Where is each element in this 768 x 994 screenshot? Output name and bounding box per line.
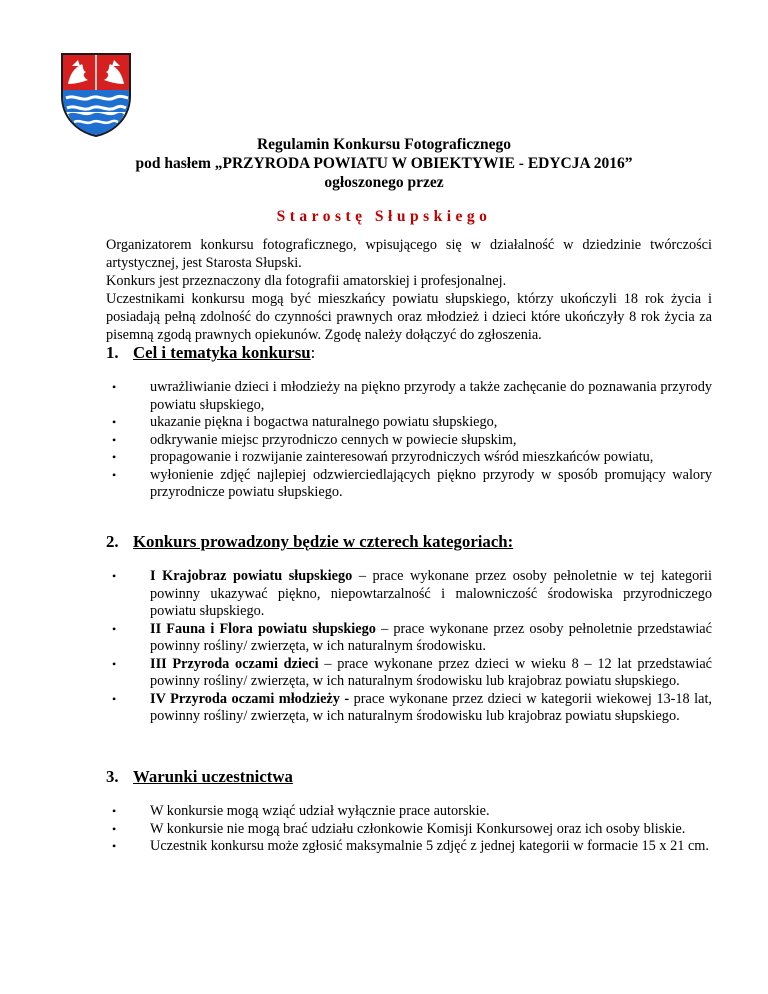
title-line-3: ogłoszonego przez <box>324 174 444 191</box>
section-heading-3 <box>106 767 293 787</box>
list-item <box>108 656 712 691</box>
section-title: Konkurs prowadzony będzie w czterech kategoriach: <box>133 532 514 551</box>
bullet-icon: • <box>112 450 117 464</box>
bullet-icon: • <box>112 432 117 447</box>
section-number: 1. <box>106 343 119 362</box>
category-description: – prace wykonane przez dzieci w wieku 8 – 12 lat przedstawiać powinny rośliny/ zwierzęta, w ich naturalnym środowisku lub krajobraz powiatu słupskiego. <box>150 655 713 689</box>
intro-paragraph: Uczestnikami konkursu mogą być mieszkańcy powiatu słupskiego, którzy ukończyli 18 rok życia i posiadają pełną zdolność do czynności prawnych oraz młodzież i dzieci które ukończyły 8 rok życia za pisemną zgodą prawnych opiekunów. Zgodę należy dołączyć do zgłoszenia. <box>106 291 712 343</box>
list-item <box>108 691 712 726</box>
bullet-icon: • <box>112 691 117 706</box>
starosta-heading: Starostę Słupskiego <box>276 208 492 225</box>
section-title: Warunki uczestnictwa <box>133 767 293 786</box>
bullet-icon: • <box>112 621 117 636</box>
category-description: prace wykonane przez dzieci w kategorii wiekowej 13-18 lat, powinny rośliny/ zwierzęta, w ich naturalnym środowisku lub krajobraz powiatu słupskiego. <box>150 690 713 724</box>
bullet-icon: • <box>112 415 117 429</box>
bullet-icon: • <box>112 656 117 671</box>
list-item: • W konkursie nie mogą brać udziału członkowie Komisji Konkursowej oraz ich osoby bliskie. <box>112 820 686 837</box>
category-name: I Krajobraz powiatu słupskiego <box>150 568 353 584</box>
section-colon: : <box>310 343 316 362</box>
list-item <box>108 568 712 621</box>
category-name: III Przyroda oczami dzieci <box>150 655 319 672</box>
bullet-icon: • <box>112 467 117 482</box>
section-heading-2 <box>106 532 513 552</box>
category-description: – prace wykonane przez osoby pełnoletnie przedstawiać powinny rośliny/ zwierzęta, w ich naturalnym środowisku. <box>150 620 713 654</box>
section-title: Cel i tematyka konkursu <box>133 343 311 362</box>
coat-of-arms-emblem <box>60 52 132 138</box>
list-item: • W konkursie mogą wziąć udział wyłącznie prace autorskie. <box>112 803 490 819</box>
bullet-icon: • <box>112 569 117 583</box>
list-item: • Uczestnik konkursu może zgłosić maksymalnie 5 zdjęć z jednej kategorii w formacie 15 x 21 cm. <box>112 838 709 854</box>
intro-paragraph: Konkurs jest przeznaczony dla fotografii amatorskiej i profesjonalnej. <box>106 273 507 289</box>
category-description: – prace wykonane przez osoby pełnoletnie w tej kategorii powinny ukazywać piękno, niepowtarzalność i malowniczość środowiska przyrodniczego powiatu słupskiego. <box>150 568 712 619</box>
category-name: IV Przyroda oczami młodzieży - <box>150 690 350 707</box>
list-item: • wyłonienie zdjęć najlepiej odzwierciedlających piękno przyrody w sposób promujący walory przyrodnicze powiatu słupskiego. <box>112 466 712 500</box>
title-line-1: Regulamin Konkursu Fotograficznego <box>256 136 512 153</box>
bullet-icon: • <box>112 821 117 836</box>
bullet-icon: • <box>112 380 117 394</box>
title-line-2: pod hasłem „PRZYRODA POWIATU W OBIEKTYWIE - EDYCJA 2016” <box>135 155 633 172</box>
category-name: II Fauna i Flora powiatu słupskiego <box>150 620 376 637</box>
bullet-icon: • <box>112 804 117 818</box>
intro-paragraph: Organizatorem konkursu fotograficznego, wpisującego się w działalność w dziedzinie twórczości artystycznej, jest Starosta Słupski. <box>106 237 712 271</box>
bullet-icon: • <box>112 839 117 853</box>
section-number: 2. <box>106 532 119 551</box>
categories-list <box>108 568 712 726</box>
list-item: • uwrażliwianie dzieci i młodzieży na piękno przyrody a także zachęcanie do poznawania przyrody powiatu słupskiego, <box>112 379 712 413</box>
list-item: • odkrywanie miejsc przyrodniczo cennych w powiecie słupskim, <box>112 431 517 448</box>
list-item: • propagowanie i rozwijanie zainteresowań przyrodniczych wśród mieszkańców powiatu, <box>112 449 654 465</box>
section-number: 3. <box>106 767 119 786</box>
intro-text <box>106 236 712 344</box>
list-item <box>108 621 712 656</box>
section-heading-1 <box>106 343 315 363</box>
list-item: • ukazanie piękna i bogactwa naturalnego powiatu słupskiego, <box>112 414 498 430</box>
goals-list <box>108 379 712 502</box>
conditions-list <box>108 803 712 856</box>
